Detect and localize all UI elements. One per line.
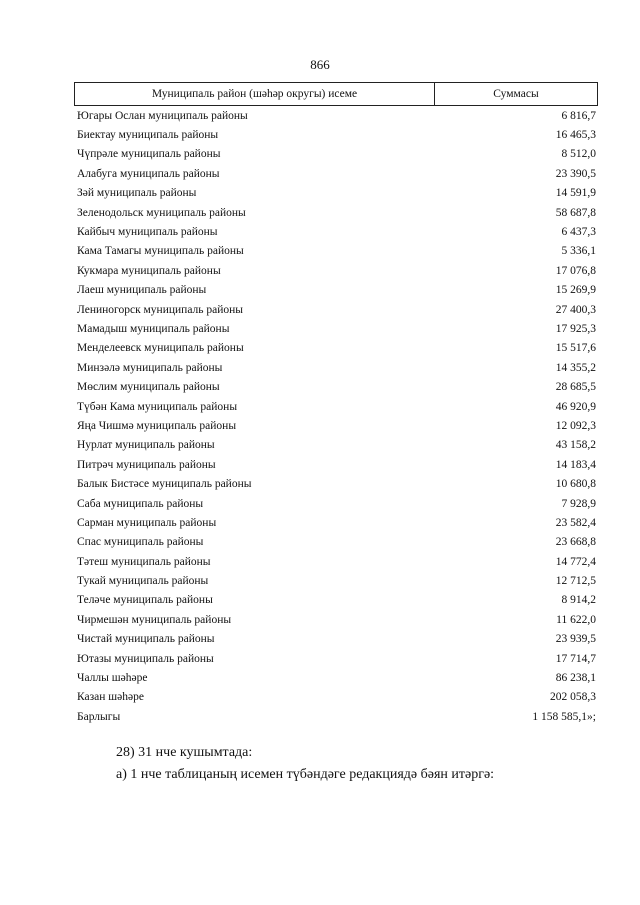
district-sum: 14 772,4 [555,555,596,568]
district-sum: 8 512,0 [561,148,596,161]
district-sum: 6 816,7 [561,109,596,122]
table-row [74,145,598,164]
table-row [74,436,598,455]
district-name: Казан шәһәре [77,691,144,704]
district-name: Чүпрәле муниципаль районы [77,148,221,161]
district-sum: 16 465,3 [555,129,596,142]
district-name: Питрәч муниципаль районы [77,458,216,471]
table-row [74,416,598,435]
table-row [74,649,598,668]
district-name: Зәй муниципаль районы [77,187,197,200]
district-sum: 12 092,3 [555,419,596,432]
district-sum: 27 400,3 [555,303,596,316]
table-row [74,494,598,513]
district-name: Теләче муниципаль районы [77,594,213,607]
district-name: Чистай муниципаль районы [77,633,215,646]
district-sum: 15 269,9 [555,284,596,297]
district-sum: 10 680,8 [555,478,596,491]
table-row [74,164,598,183]
table-row [74,106,598,125]
district-sum: 86 238,1 [555,672,596,685]
district-sum: 58 687,8 [555,206,596,219]
table-row [74,552,598,571]
table-row [74,630,598,649]
table-row [74,455,598,474]
district-name: Кама Тамагы муниципаль районы [77,245,244,258]
district-name: Сарман муниципаль районы [77,516,217,529]
district-sum: 14 591,9 [555,187,596,200]
district-sum: 1 158 585,1»; [532,710,596,723]
district-sum: 17 714,7 [555,652,596,665]
district-sum: 46 920,9 [555,400,596,413]
header-sum-column: Суммасы [493,88,539,100]
district-name: Алабуга муниципаль районы [77,167,220,180]
table-row [74,668,598,687]
district-sum: 5 336,1 [561,245,596,258]
table-row [74,591,598,610]
district-name: Мөслим муниципаль районы [77,381,220,394]
table-row [74,377,598,396]
districts-table [74,82,598,727]
district-sum: 23 939,5 [555,633,596,646]
table-row [74,242,598,261]
district-sum: 6 437,3 [561,226,596,239]
paragraph-subitem-a: а) 1 нче таблицаның исемен түбәндәге редакциядә бәян итәргә: [116,767,495,782]
district-name: Барлыгы [77,710,121,723]
district-sum: 23 582,4 [555,516,596,529]
district-name: Зеленодольск муниципаль районы [77,206,246,219]
table-row [74,339,598,358]
table-row [74,281,598,300]
district-sum: 14 183,4 [555,458,596,471]
table-header [74,82,598,106]
table-row [74,184,598,203]
district-sum: 23 390,5 [555,167,596,180]
district-name: Тәтеш муниципаль районы [77,555,211,568]
table-row [74,300,598,319]
district-sum: 23 668,8 [555,536,596,549]
table-row [74,707,598,726]
table-row [74,513,598,532]
district-name: Мамадыш муниципаль районы [77,322,230,335]
district-name: Тукай муниципаль районы [77,575,209,588]
table-row [74,222,598,241]
district-name: Лениногорск муниципаль районы [77,303,244,316]
district-sum: 14 355,2 [555,361,596,374]
table-row [74,319,598,338]
table-row [74,125,598,144]
table-row [74,397,598,416]
district-sum: 7 928,9 [561,497,596,510]
district-name: Нурлат муниципаль районы [77,439,215,452]
header-name-column: Муниципаль район (шәһәр округы) исеме [75,83,435,105]
district-name: Спас муниципаль районы [77,536,204,549]
district-name: Чаллы шәһәре [77,672,148,685]
table-row [74,261,598,280]
district-name: Лаеш муниципаль районы [77,284,207,297]
paragraph-item-28: 28) 31 нче кушымтада: [116,745,253,760]
district-name: Түбән Кама муниципаль районы [77,400,238,413]
table-row [74,610,598,629]
district-sum: 17 925,3 [555,322,596,335]
district-name: Яңа Чишмә муниципаль районы [77,419,237,432]
district-sum: 12 712,5 [555,575,596,588]
page-number: 866 [310,57,330,72]
table-row [74,203,598,222]
district-name: Кукмара муниципаль районы [77,264,221,277]
district-name: Чирмешән муниципаль районы [77,613,232,626]
district-name: Менделеевск муниципаль районы [77,342,244,355]
district-name: Кайбыч муниципаль районы [77,226,218,239]
district-name: Саба муниципаль районы [77,497,204,510]
district-name: Биектау муниципаль районы [77,129,219,142]
table-row [74,474,598,493]
table-row [74,358,598,377]
district-sum: 17 076,8 [555,264,596,277]
district-name: Минзәлә муниципаль районы [77,361,223,374]
district-name: Ютазы муниципаль районы [77,652,214,665]
table-row [74,688,598,707]
district-sum: 11 622,0 [556,613,596,626]
district-sum: 202 058,3 [550,691,596,704]
district-sum: 8 914,2 [561,594,596,607]
table-row [74,533,598,552]
district-sum: 43 158,2 [555,439,596,452]
table-body [74,106,598,727]
table-row [74,571,598,590]
district-name: Югары Ослан муниципаль районы [77,109,248,122]
district-name: Балык Бистәсе муниципаль районы [77,478,252,491]
district-sum: 28 685,5 [555,381,596,394]
district-sum: 15 517,6 [555,342,596,355]
